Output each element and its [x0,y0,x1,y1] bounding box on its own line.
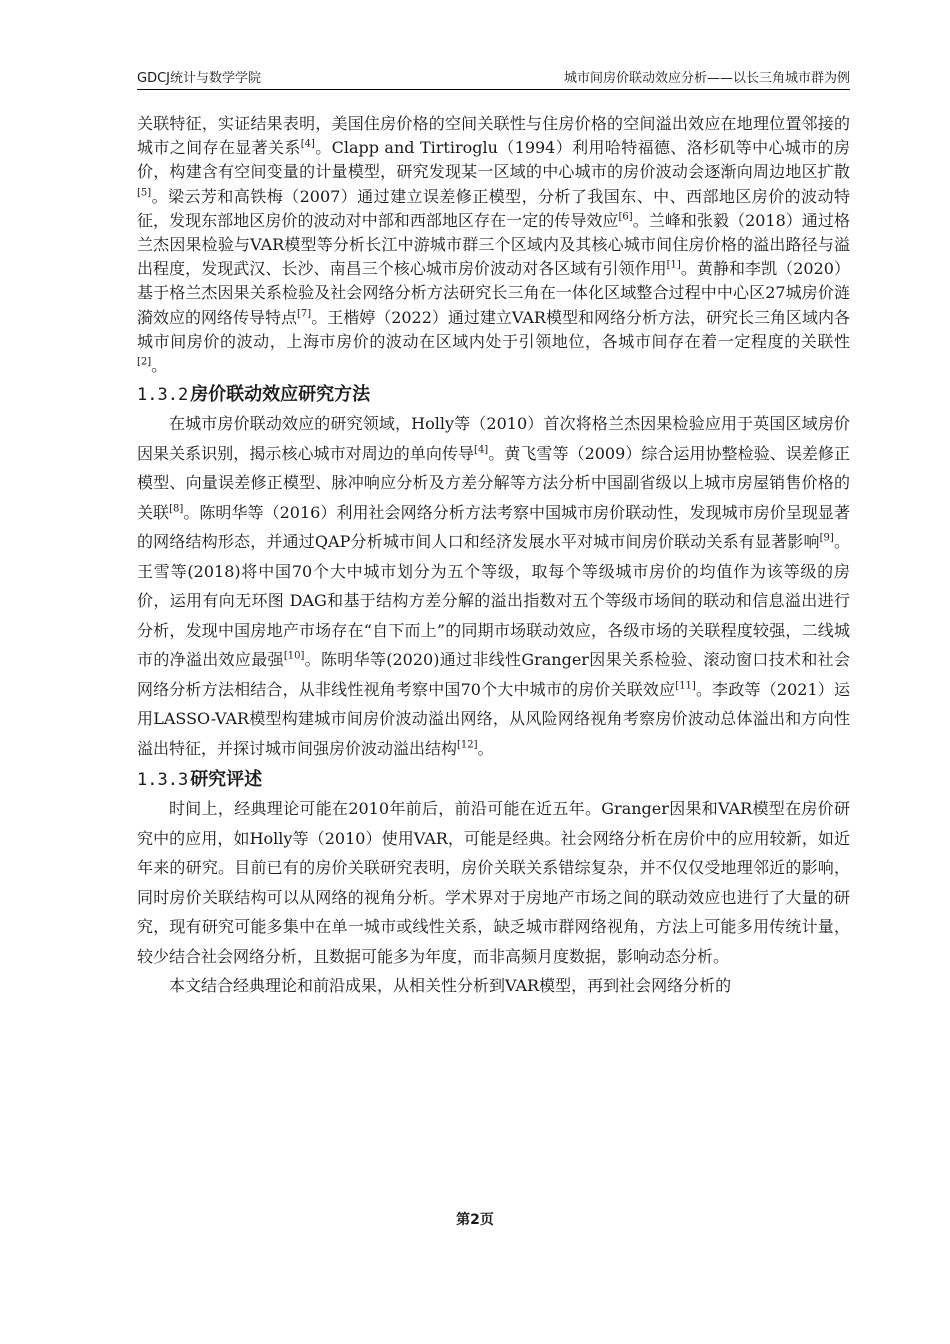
page-number: 第2页 [456,1212,494,1228]
section-title: 房价联动效应研究方法 [190,384,371,406]
citation: [11] [675,680,696,692]
running-header [137,67,850,89]
page-body [137,112,850,1001]
header-divider [137,89,850,90]
citation: [12] [457,739,478,751]
citation: [9] [819,532,834,544]
section-number: 1.3.2 [137,385,189,406]
citation: [6] [618,211,633,223]
paragraph-literature-continued: 关联特征，实证结果表明，美国住房价格的空间关联性与住房价格的空间溢出效应在地理位置邻接的城市之间存在显著关系[4]。Clapp and Tirtiroglu（1994）利用哈特福德、洛杉矶等中心城市的房价，构建含有空间变量的计量模型，研究发现某一区域的中心城市的房价波动会逐渐向周边地区扩散[5]。梁云芳和高铁梅（2007）通过建立误差修正模型，分析了我国东、中、西部地区房价的波动特征，发现东部地区房价的波动对中部和西部地区存在一定的传导效应[6]。兰峰和张毅（2018）通过格兰杰因果检验与VAR模型等分析长江中游城市群三个区域内及其核心城市间住房价格的溢出路径与溢出程度，发现武汉、长沙、南昌三个核心城市房价波动对各区域有引领作用[1]。黄静和李凯（2020）基于格兰杰因果关系检验及社会网络分析方法研究长三角在一体化区域整合过程中中心区27城房价涟漪效应的网络传导特点[7]。王楷婷（2022）通过建立VAR模型和网络分析方法，研究长三角区域内各城市间房价的波动，上海市房价的波动在区域内处于引领地位，各城市间存在着一定程度的关联性[2]。 [137,114,850,376]
citation: [5] [137,187,152,199]
header-institution: GDCJ统计与数学学院 [137,71,261,86]
citation: [4] [474,444,489,456]
citation: [4] [300,138,315,150]
section-title: 研究评述 [190,769,263,791]
citation: [7] [297,308,312,320]
header-paper-title: 城市间房价联动效应分析——以长三角城市群为例 [563,71,850,86]
section-number: 1.3.3 [137,770,189,791]
section-heading-1-3-3 [137,767,850,793]
paragraph-approach: 本文结合经典理论和前沿成果，从相关性分析到VAR模型，再到社会网络分析的 [169,976,732,996]
citation: [1] [666,259,681,271]
section-heading-1-3-2 [137,382,850,408]
paragraph-review: 时间上，经典理论可能在2010年前后，前沿可能在近五年。Granger因果和VAR模型在房价研究中的应用，如Holly等（2010）使用VAR，可能是经典。社会网络分析在房价中的应用较新，如近年来的研究。目前已有的房价关联研究表明，房价关联关系错综复杂，并不仅仅受地理邻近的影响，同时房价关联结构可以从网络的视角分析。学术界对于房地产市场之间的联动效应也进行了大量的研究，现有研究可能多集中在单一城市或线性关系，缺乏城市群网络视角，方法上可能多用传统计量，较少结合社会网络分析，且数据可能多为年度，而非高频月度数据，影响动态分析。 [137,799,850,966]
citation: [8] [169,503,184,515]
citation: [10] [283,650,305,662]
paragraph-methods: 在城市房价联动效应的研究领域，Holly等（2010）首次将格兰杰因果检验应用于英国区域房价因果关系识别，揭示核心城市对周边的单向传导[4]。黄飞雪等（2009）综合运用协整检验、误差修正模型、向量误差修正模型、脉冲响应分析及方差分解等方法分析中国副省级以上城市房屋销售价格的关联[8]。陈明华等（2016）利用社会网络分析方法考察中国城市房价联动性，发现城市房价呈现显著的网络结构形态，并通过QAP分析城市间人口和经济发展水平对城市间房价联动关系有显著影响[9]。王雪等(2018)将中国70个大中城市划分为五个等级，取每个等级城市房价的均值作为该等级的房价，运用有向无环图 DAG和基于结构方差分解的溢出指数对五个等级市场间的联动和信息溢出进行分析，发现中国房地产市场存在“自下而上”的同期市场联动效应，各级市场的关联程度较强，二线城市的净溢出效应最强[10]。陈明华等(2020)通过非线性Granger因果关系检验、滚动窗口技术和社会网络分析方法相结合，从非线性视角考察中国70个大中城市的房价关联效应[11]。李政等（2021）运用LASSO-VAR模型构建城市间房价波动溢出网络，从风险网络视角考察房价波动总体溢出和方向性溢出特征，并探讨城市间强房价波动溢出结构[12]。 [137,414,850,758]
citation: [2] [137,356,152,368]
